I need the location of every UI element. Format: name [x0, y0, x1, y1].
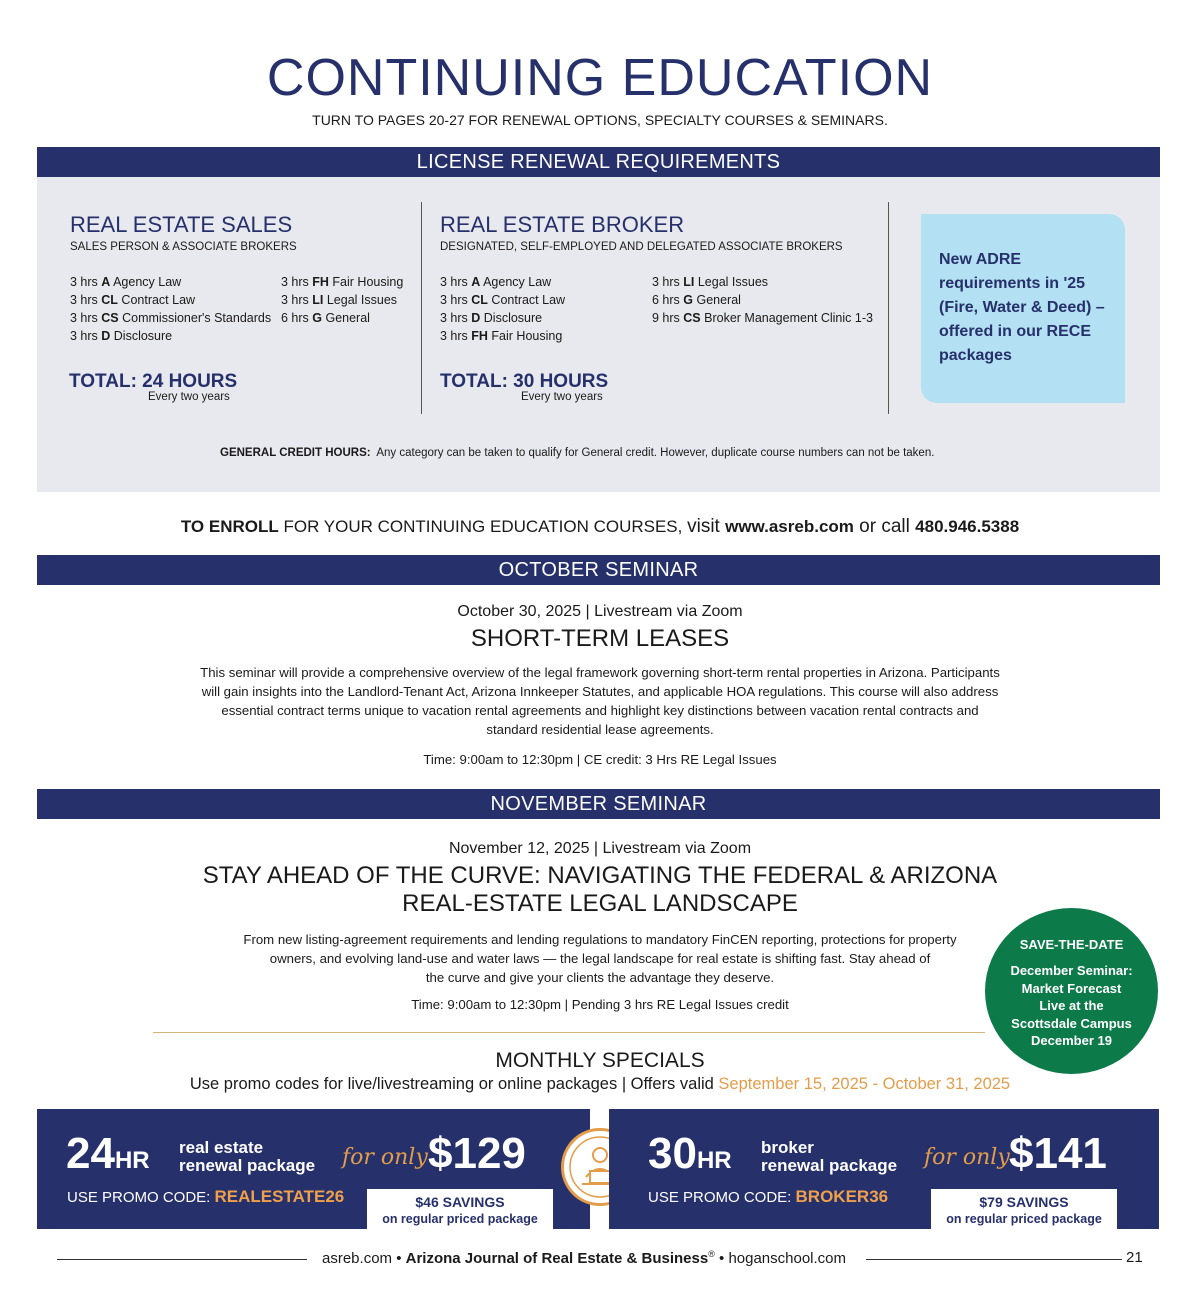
savings-box: $46 SAVINGS on regular priced package	[367, 1189, 553, 1229]
req-item: 3 hrs D Disclosure	[70, 329, 173, 343]
footer-rule-right	[866, 1259, 1122, 1260]
req-item: 3 hrs A Agency Law	[70, 275, 182, 289]
promo-card-broker[interactable]	[609, 1109, 1159, 1229]
req-item: 3 hrs CS Commissioner's Standards	[70, 311, 272, 325]
req-item: 9 hrs CS Broker Management Clinic 1-3	[652, 311, 873, 325]
broker-col1	[440, 273, 565, 345]
promo-hours: 30HR	[648, 1129, 732, 1178]
page-subtitle: TURN TO PAGES 20-27 FOR RENEWAL OPTIONS, SPECIALTY COURSES & SEMINARS.	[312, 112, 888, 128]
phone-link[interactable]: 480.946.5388	[915, 517, 1020, 536]
october-date: October 30, 2025 | Livestream via Zoom	[457, 603, 743, 620]
promo-package: broker renewal package	[761, 1138, 898, 1175]
req-item: 3 hrs LI Legal Issues	[281, 293, 398, 307]
adre-callout: New ADRE requirements in '25 (Fire, Water & Deed) – offered in our RECE packages	[921, 214, 1125, 403]
october-time: Time: 9:00am to 12:30pm | CE credit: 3 Hrs RE Legal Issues	[423, 752, 777, 767]
broker-total: TOTAL: 30 HOURS	[440, 371, 609, 392]
promo-hours: 24HR	[66, 1129, 150, 1178]
promo-code: USE PROMO CODE: BROKER36	[648, 1187, 889, 1206]
website-link[interactable]: www.asreb.com	[725, 517, 854, 536]
specials-title: MONTHLY SPECIALS	[495, 1049, 705, 1072]
november-bar: NOVEMBER SEMINAR	[37, 789, 1160, 819]
october-title: SHORT-TERM LEASES	[470, 625, 730, 652]
promo-price: $129	[428, 1129, 526, 1178]
november-description: From new listing-agreement requirements and lending regulations to mandatory FinCEN reporting, protections for property owners, and evolving land-use and water laws — the legal landscape for real estate is shifting fast. Stay ahead of the curve and give your clients the advantage they deserve.	[243, 932, 957, 985]
november-time: Time: 9:00am to 12:30pm | Pending 3 hrs RE Legal Issues credit	[411, 997, 789, 1012]
sales-col2	[281, 273, 403, 327]
broker-every: Every two years	[521, 391, 603, 403]
req-item: 3 hrs FH Fair Housing	[440, 329, 563, 343]
november-date: November 12, 2025 | Livestream via Zoom	[448, 840, 752, 857]
save-the-date-badge: SAVE-THE-DATE December Seminar: Market Forecast Live at the Scottsdale Campus December 19	[985, 908, 1158, 1074]
october-bar: OCTOBER SEMINAR	[37, 555, 1160, 585]
for-only-label: for only	[924, 1145, 1010, 1170]
req-item: 6 hrs G General	[281, 311, 370, 325]
req-item: 3 hrs CL Contract Law	[440, 293, 566, 307]
sales-title: REAL ESTATE SALES	[70, 212, 293, 237]
req-item: 3 hrs FH Fair Housing	[281, 275, 404, 289]
broker-title: REAL ESTATE BROKER	[440, 212, 685, 237]
license-renewal-bar: LICENSE RENEWAL REQUIREMENTS	[37, 147, 1160, 177]
sales-every: Every two years	[148, 391, 230, 403]
divider	[421, 202, 422, 414]
req-item: 6 hrs G General	[652, 293, 741, 307]
promo-code: USE PROMO CODE: REALESTATE26	[67, 1187, 345, 1206]
req-item: 3 hrs D Disclosure	[440, 311, 543, 325]
sales-col1	[70, 273, 271, 345]
savings-box: $79 SAVINGS on regular priced package	[931, 1189, 1117, 1229]
footer-link-asreb[interactable]: asreb.com	[322, 1250, 393, 1267]
page-number: 21	[1126, 1249, 1143, 1266]
footer-rule-left	[57, 1259, 307, 1260]
general-credit-note: GENERAL CREDIT HOURS: Any category can be taken to qualify for General credit. However, duplicate course numbers can not be taken.	[220, 447, 935, 459]
req-item: 3 hrs CL Contract Law	[70, 293, 196, 307]
broker-col2	[652, 273, 873, 327]
for-only-label: for only	[342, 1145, 428, 1170]
promo-package: real estate renewal package	[179, 1138, 316, 1175]
broker-subtitle: DESIGNATED, SELF-EMPLOYED AND DELEGATED ASSOCIATE BROKERS	[440, 241, 843, 253]
gold-divider	[153, 1032, 985, 1033]
divider	[888, 202, 889, 414]
page-title: CONTINUING EDUCATION	[266, 49, 934, 107]
november-title: STAY AHEAD OF THE CURVE: NAVIGATING THE FEDERAL & ARIZONA REAL-ESTATE LEGAL LANDSCAPE	[202, 862, 998, 917]
sales-total: TOTAL: 24 HOURS	[69, 371, 238, 392]
req-item: 3 hrs A Agency Law	[440, 275, 552, 289]
enroll-line: TO ENROLL FOR YOUR CONTINUING EDUCATION COURSES, visit www.asreb.com or call 480.946.5388	[180, 516, 1020, 537]
promo-price: $141	[1009, 1129, 1107, 1178]
footer-link-hogan[interactable]: hoganschool.com	[728, 1250, 847, 1267]
promo-card-realestate[interactable]	[37, 1109, 590, 1229]
october-description: This seminar will provide a comprehensive overview of the legal framework governing short-term rental properties in Arizona. Participants will gain insights into the Landlord-Tenant Act, Arizona Innkeeper Statutes, and applicable HOA regulations. This course will also address essential contract terms unique to vacation rental agreements and highlight key distinctions between vacation rental contracts and standard residential lease agreements.	[200, 665, 1000, 737]
sales-subtitle: SALES PERSON & ASSOCIATE BROKERS	[70, 241, 297, 253]
footer-line: asreb.com • Arizona Journal of Real Estate & Business® • hoganschool.com	[322, 1249, 847, 1267]
req-item: 3 hrs LI Legal Issues	[652, 275, 769, 289]
specials-line: Use promo codes for live/livestreaming or online packages | Offers valid September 15, 2025 - October 31, 2025	[189, 1075, 1011, 1093]
